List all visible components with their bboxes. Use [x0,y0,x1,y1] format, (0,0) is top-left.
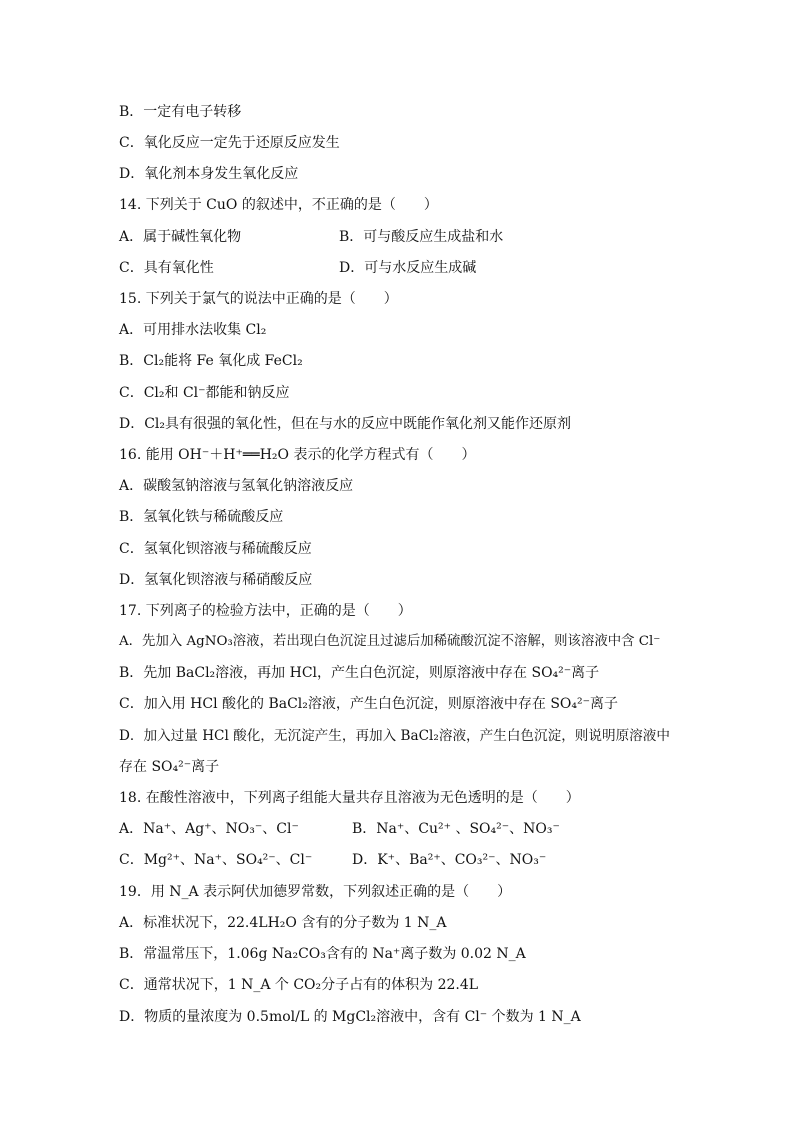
q14-option-a: A．属于碱性氧化物 [119,229,242,245]
q15-option-c: C．Cl₂和 Cl⁻都能和钠反应 [119,385,290,401]
q15-option-a: A．可用排水法收集 Cl₂ [119,322,267,338]
q17-option-c: C．加入用 HCl 酸化的 BaCl₂溶液，产生白色沉淀，则原溶液中存在 SO₄²⁻离子 [119,696,619,712]
q17-option-d: D．加入过量 HCl 酸化，无沉淀产生，再加入 BaCl₂溶液，产生白色沉淀，则说明原溶液中 [119,728,670,744]
q18-option-b: B．Na⁺、Cu²⁺ 、SO₄²⁻、NO₃⁻ [352,821,560,837]
q16-option-a: A．碳酸氢钠溶液与氢氧化钠溶液反应 [119,478,354,494]
q13-option-d: D．氧化剂本身发生氧化反应 [119,166,299,182]
q16-stem: 16. 能用 OH⁻＋H⁺══H₂O 表示的化学方程式有（ ） [119,447,476,463]
q18-option-a: A．Na⁺、Ag⁺、NO₃⁻、Cl⁻ [119,821,299,837]
q17-option-b: B．先加 BaCl₂溶液，再加 HCl，产生白色沉淀，则原溶液中存在 SO₄²⁻离子 [119,665,600,681]
q17-option-a: A．先加入 AgNO₃溶液，若出现白色沉淀且过滤后加稀硫酸沉淀不溶解，则该溶液中含 Cl⁻ [119,634,661,649]
q14-option-b: B．可与酸反应生成盐和水 [339,229,504,245]
q18-option-d: D．K⁺、Ba²⁺、CO₃²⁻、NO₃⁻ [352,852,547,868]
q18-stem: 18. 在酸性溶液中，下列离子组能大量共存且溶液为无色透明的是（ ） [119,790,580,806]
q17-option-d-cont: 存在 SO₄²⁻离子 [119,759,220,775]
q16-option-c: C．氢氧化钡溶液与稀硫酸反应 [119,541,312,557]
q14-option-d: D．可与水反应生成碱 [339,260,477,276]
q19-option-b: B．常温常压下，1.06g Na₂CO₃含有的 Na⁺离子数为 0.02 N_A [119,946,526,962]
q15-stem: 15. 下列关于氯气的说法中正确的是（ ） [119,291,398,307]
q14-option-c: C．具有氧化性 [119,260,214,276]
q19-option-d: D．物质的量浓度为 0.5mol/L 的 MgCl₂溶液中，含有 Cl⁻ 个数为 1 N_A [119,1009,581,1025]
q19-option-c: C．通常状况下，1 N_A 个 CO₂分子占有的体积为 22.4L [119,977,479,993]
q17-stem: 17. 下列离子的检验方法中，正确的是（ ） [119,603,412,619]
q13-option-c: C．氧化反应一定先于还原反应发生 [119,135,340,151]
q16-option-d: D．氢氧化钡溶液与稀硝酸反应 [119,572,313,588]
q15-option-b: B．Cl₂能将 Fe 氧化成 FeCl₂ [119,353,303,369]
q18-option-c: C．Mg²⁺、Na⁺、SO₄²⁻、Cl⁻ [119,852,313,868]
q19-stem: 19．用 N_A 表示阿伏加德罗常数，下列叙述正确的是（ ） [119,884,512,900]
q16-option-b: B．氢氧化铁与稀硫酸反应 [119,509,284,525]
q13-option-b: B．一定有电子转移 [119,104,242,120]
q14-stem: 14. 下列关于 CuO 的叙述中，不正确的是（ ） [119,197,438,213]
q19-option-a: A．标准状况下，22.4LH₂O 含有的分子数为 1 N_A [119,915,447,931]
q15-option-d: D．Cl₂具有很强的氧化性，但在与水的反应中既能作氧化剂又能作还原剂 [119,416,572,432]
